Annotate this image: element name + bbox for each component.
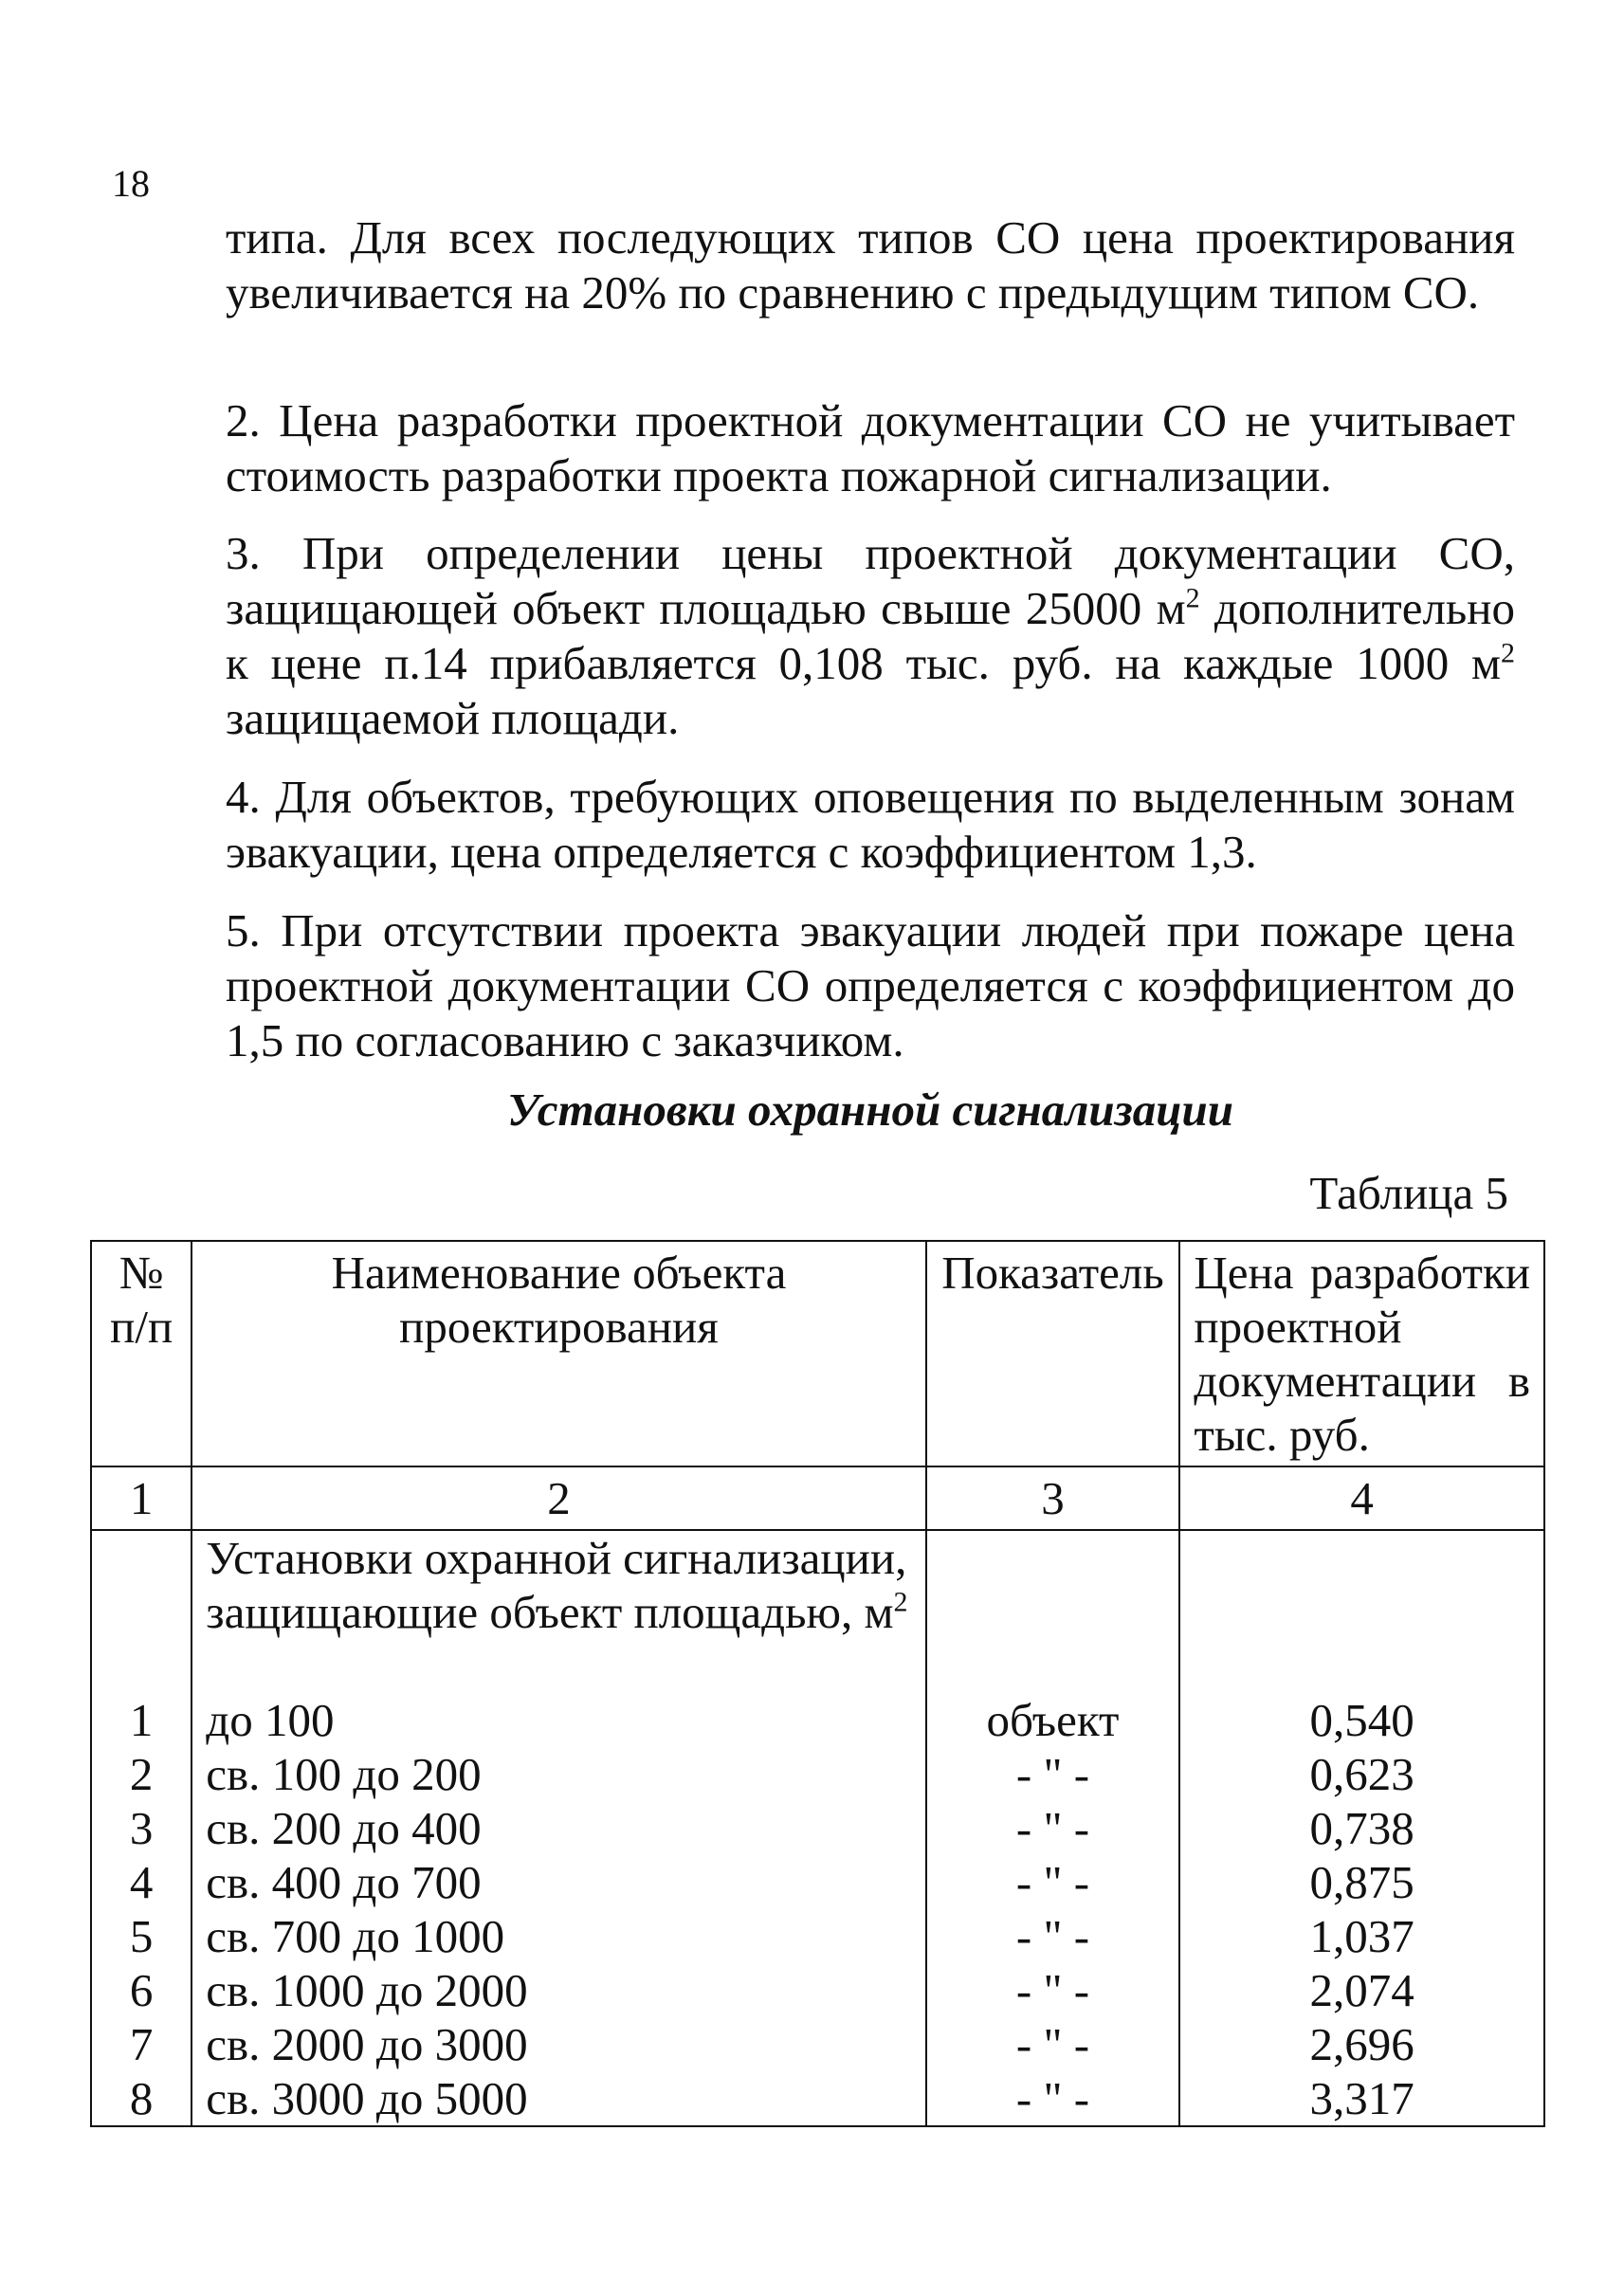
paragraph-3-part-3: защищаемой площади. <box>226 692 680 744</box>
header-object-name: Наименование объекта проектирования <box>192 1241 925 1466</box>
table-row-indicator: - " - <box>1015 1910 1090 1962</box>
page-number: 18 <box>112 162 150 205</box>
table-row-num: 1 <box>129 1694 154 1746</box>
column-number-2: 2 <box>192 1466 925 1530</box>
paragraph-4: 4. Для объектов, требующих оповещения по выделенным зонам эвакуации, цена определяется с коэффициентом 1,3. <box>226 771 1515 878</box>
table-row-indicator: - " - <box>1015 1748 1090 1800</box>
note-2 <box>226 393 1515 503</box>
num-column <box>91 1530 192 2126</box>
note-4 <box>226 770 1515 880</box>
table-row-name: св. 3000 до 5000 <box>206 2072 528 2124</box>
table-header-row <box>91 1241 1544 1466</box>
note-5 <box>226 903 1515 1068</box>
header-indicator: Показатель <box>926 1241 1180 1466</box>
table-row-name: св. 200 до 400 <box>206 1802 482 1854</box>
table-row-indicator: - " - <box>1015 1802 1090 1854</box>
table-row-name: св. 1000 до 2000 <box>206 1964 528 2016</box>
table-row-price: 3,317 <box>1309 2072 1414 2124</box>
table-caption: Таблица 5 <box>1309 1167 1508 1219</box>
paragraph-3-part-2: дополнительно к цене п.14 прибавляется 0,108 тыс. руб. на каждые 1000 м <box>226 582 1515 689</box>
table-row-name: св. 2000 до 3000 <box>206 2018 528 2070</box>
paragraph-2: 2. Цена разработки проектной документации СО не учитывает стоимость разработки проекта пожарной сигнализации. <box>226 394 1515 501</box>
header-price: Цена разработки проектной документации в тыс. руб. <box>1179 1241 1544 1466</box>
name-column <box>192 1530 925 2126</box>
table-row-num: 5 <box>129 1910 154 1962</box>
table-row-num: 4 <box>129 1856 154 1908</box>
table-row-name: св. 700 до 1000 <box>206 1910 505 1962</box>
superscript-2: 2 <box>1185 582 1200 614</box>
table-row-indicator: - " - <box>1015 1964 1090 2016</box>
column-number-1: 1 <box>91 1466 192 1530</box>
table-row-indicator: - " - <box>1015 2072 1090 2124</box>
superscript-2: 2 <box>893 1586 908 1618</box>
paragraph-3 <box>226 526 1515 746</box>
column-number-row <box>91 1466 1544 1530</box>
table-row-price: 0,623 <box>1309 1748 1414 1800</box>
table-row-indicator: объект <box>986 1694 1120 1746</box>
table-row-num: 3 <box>129 1802 154 1854</box>
table-row-price: 1,037 <box>1309 1910 1414 1962</box>
superscript-2: 2 <box>1501 637 1515 669</box>
paragraph-3-part-1: 3. При определении цены проектной документации СО, защищающей объект площадью свыше 25000 м <box>226 527 1515 634</box>
table-row-name: св. 400 до 700 <box>206 1856 482 1908</box>
table-row-num: 8 <box>129 2072 154 2124</box>
table-row-price: 2,696 <box>1309 2018 1414 2070</box>
table-row-num: 7 <box>129 2018 154 2070</box>
header-number: № п/п <box>91 1241 192 1466</box>
group-title: Установки охранной сигнализации, защищающие объект площадью, $м^2$ <box>206 1532 908 1638</box>
paragraph-1: типа. Для всех последующих типов СО цена проектирования увеличивается на 20% по сравнению с предыдущим типом СО. <box>226 211 1515 319</box>
table-body <box>91 1530 1544 2126</box>
column-number-3: 3 <box>926 1466 1180 1530</box>
price-column <box>1179 1530 1544 2126</box>
indicator-column <box>926 1530 1180 2126</box>
table-row-num: 6 <box>129 1964 154 2016</box>
price-table <box>90 1240 1545 2127</box>
column-number-4: 4 <box>1179 1466 1544 1530</box>
note-3 <box>226 526 1515 746</box>
table-row-price: 2,074 <box>1309 1964 1414 2016</box>
section-title: Установки охранной сигнализации <box>506 1084 1234 1136</box>
table-row-price: 0,875 <box>1309 1856 1414 1908</box>
table-row-price: 0,738 <box>1309 1802 1414 1854</box>
table-row-indicator: - " - <box>1015 1856 1090 1908</box>
table-row-num: 2 <box>129 1748 154 1800</box>
paragraph-continuation <box>226 210 1515 320</box>
table-row-price: 0,540 <box>1309 1694 1414 1746</box>
table-row-indicator: - " - <box>1015 2018 1090 2070</box>
paragraph-5: 5. При отсутствии проекта эвакуации людей при пожаре цена проектной документации СО определяется с коэффициентом до 1,5 по согласованию с заказчиком. <box>226 904 1515 1066</box>
table-row-name: св. 100 до 200 <box>206 1748 482 1800</box>
table-row-name: до 100 <box>206 1694 335 1746</box>
